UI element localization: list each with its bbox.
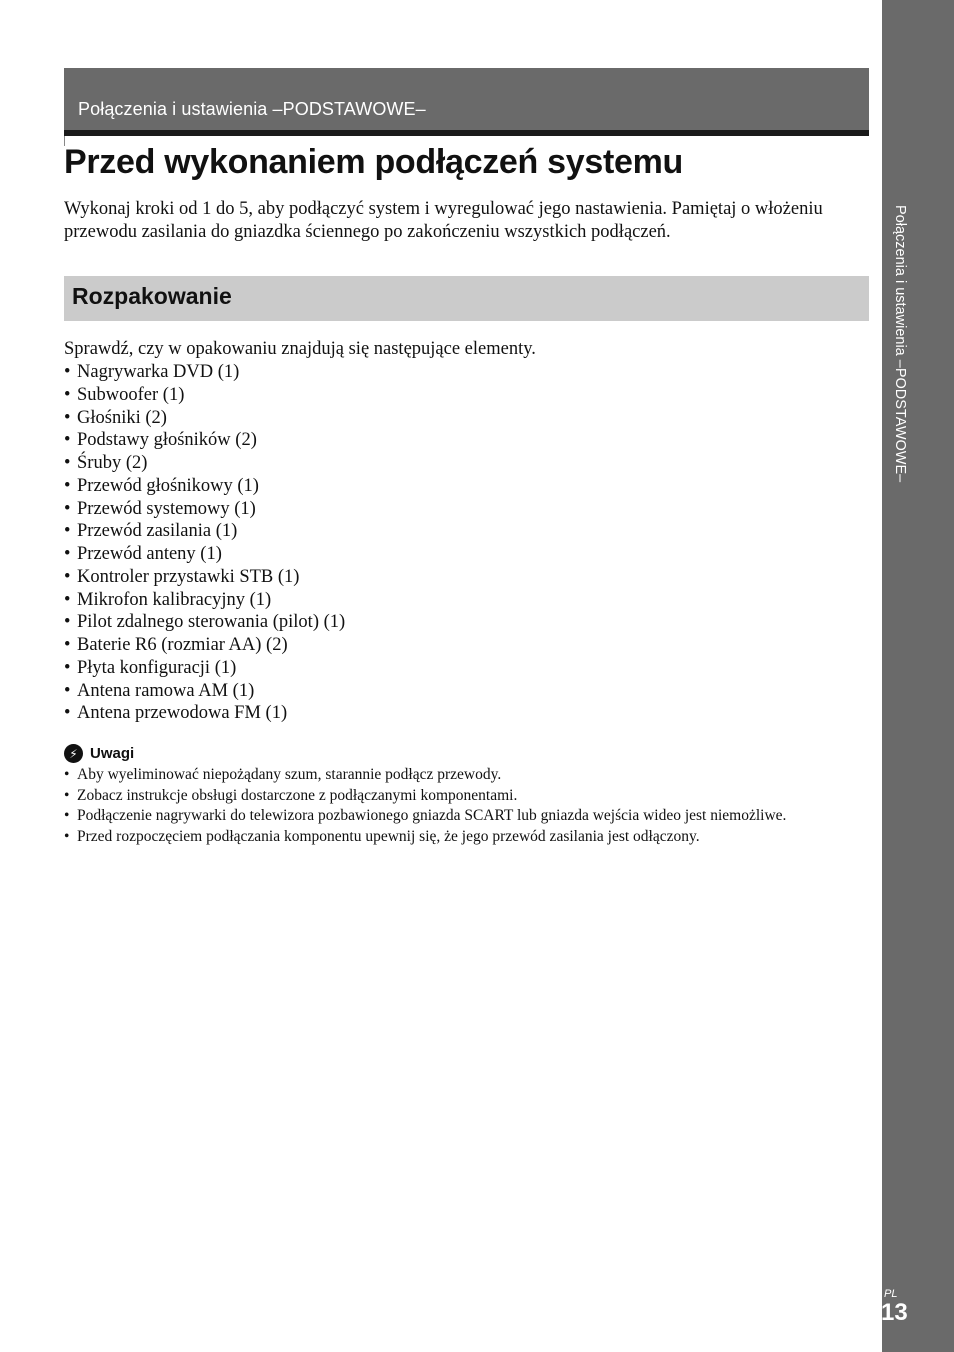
list-item-text: Kontroler przystawki STB (1) <box>77 566 300 587</box>
list-item <box>64 543 345 566</box>
list-item-text: Antena ramowa AM (1) <box>77 680 255 701</box>
bullet: • <box>64 362 71 382</box>
list-item <box>64 407 345 430</box>
bullet: • <box>64 827 70 845</box>
bullet: • <box>64 612 71 633</box>
bullet: • <box>64 475 71 496</box>
side-tab <box>882 0 954 1352</box>
bullet: • <box>64 498 71 519</box>
bullet: • <box>64 589 71 610</box>
list-item-text: Baterie R6 (rozmiar AA) (2) <box>77 635 288 655</box>
list-item <box>64 566 345 589</box>
side-tab-label: Połączenia i ustawienia –PODSTAWOWE– <box>892 205 908 483</box>
page-title: Przed wykonaniem podłączeń systemu <box>64 143 683 181</box>
list-item-text: Śruby (2) <box>77 453 148 473</box>
notes-list <box>64 765 834 847</box>
list-item-text: Pilot zdalnego sterowania (pilot) (1) <box>77 612 346 633</box>
list-item-text: Subwoofer (1) <box>77 384 185 405</box>
bullet: • <box>64 566 71 587</box>
header-rule <box>64 130 869 136</box>
bullet: • <box>64 635 71 655</box>
bullet: • <box>64 703 71 724</box>
list-item-text: Przewód systemowy (1) <box>77 498 256 519</box>
package-contents-list <box>64 361 345 725</box>
bullet: • <box>64 384 71 405</box>
bullet: • <box>64 407 71 428</box>
list-item-text: Płyta konfiguracji (1) <box>77 657 237 678</box>
list-item <box>64 361 345 384</box>
list-item-text: Nagrywarka DVD (1) <box>77 362 240 382</box>
bullet: • <box>64 786 70 804</box>
note-item <box>64 806 834 827</box>
list-item <box>64 702 345 725</box>
list-item <box>64 384 345 407</box>
list-item-text: Przewód anteny (1) <box>77 544 222 564</box>
list-item-text: Mikrofon kalibracyjny (1) <box>77 589 272 610</box>
unpacking-lead: Sprawdź, czy w opakowaniu znajdują się następujące elementy. <box>64 339 536 359</box>
list-item <box>64 452 345 475</box>
bullet: • <box>64 430 71 451</box>
bullet: • <box>64 544 71 564</box>
page-language: PL <box>884 1288 898 1300</box>
list-item-text: Przewód głośnikowy (1) <box>77 475 259 496</box>
list-item <box>64 589 345 612</box>
list-item <box>64 680 345 703</box>
bullet: • <box>64 680 71 701</box>
note-item <box>64 786 834 807</box>
note-text: Podłączenie nagrywarki do telewizora pozbawionego gniazda SCART lub gniazda wejścia wideo jest niemożliwe. <box>77 807 787 824</box>
notes-lightning-icon: ⚡ <box>64 744 83 763</box>
list-item <box>64 429 345 452</box>
list-item-text: Antena przewodowa FM (1) <box>77 703 288 724</box>
bullet: • <box>64 453 71 473</box>
list-item <box>64 634 345 657</box>
list-item <box>64 657 345 680</box>
list-item-text: Przewód zasilania (1) <box>77 521 238 542</box>
bullet: • <box>64 807 70 824</box>
list-item <box>64 475 345 498</box>
note-item <box>64 765 834 786</box>
notes-heading <box>64 744 134 763</box>
list-item <box>64 520 345 543</box>
list-item-text: Głośniki (2) <box>77 407 167 428</box>
bullet: • <box>64 657 71 678</box>
section-title: Połączenia i ustawienia –PODSTAWOWE– <box>78 99 426 119</box>
note-text: Przed rozpoczęciem podłączania komponentu upewnij się, że jego przewód zasilania jest odłączony. <box>77 827 700 845</box>
list-item-text: Podstawy głośników (2) <box>77 430 257 451</box>
notes-label: Uwagi <box>90 745 135 762</box>
unpacking-heading: Rozpakowanie <box>72 283 232 309</box>
note-text: Aby wyeliminować niepożądany szum, starannie podłącz przewody. <box>77 766 502 783</box>
bullet: • <box>64 766 70 783</box>
list-item <box>64 498 345 521</box>
intro-paragraph: Wykonaj kroki od 1 do 5, aby podłączyć system i wyregulować jego nastawienia. Pamiętaj o włożeniu przewodu zasilania do gniazdka ściennego po zakończeniu wszystkich podłączeń. <box>64 199 823 242</box>
note-text: Zobacz instrukcje obsługi dostarczone z podłączanymi komponentami. <box>77 786 518 804</box>
bullet: • <box>64 521 71 542</box>
page-number: 13 <box>881 1299 908 1326</box>
note-item <box>64 827 834 848</box>
list-item <box>64 611 345 634</box>
